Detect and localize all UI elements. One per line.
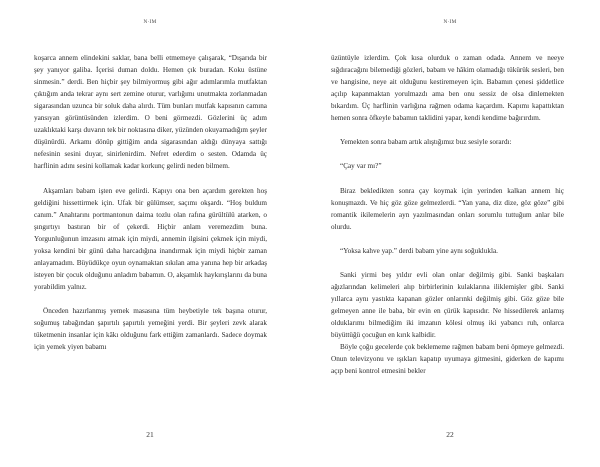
page-number: 21 bbox=[146, 430, 154, 439]
paragraph: Biraz bekledikten sonra çay koymak için yerinden kalkan annem hiç konuşmazdı. Ve hiç göz göze gelmezlerdi. “Yan yana, diz dize, göz göze” gibi romantik ikilemelerin ayn yazılmasından onları sorumlu tuttuğum anlar bile olurdu. bbox=[331, 186, 564, 231]
page-number: 22 bbox=[446, 430, 454, 439]
paragraph: üzüntüyle izlerdim. Çok kısa olurduk o zaman odada. Annem ve neeye sığdıracağını bilemediği gözleri, babam ve hâkim olamadığı tükürük sesleri, ben ve hangisine, neye ait olduğunu kestiremeyen için. Babamın çenesi şiddetlice açılıp kapanmaktan yorulmazdı ama ben onu sessiz de olsa dinlemekten bıkardım. Üç harflinin varlığına rağmen odama kaçardım. Kapımı kapattıktan hemen sonra öfkeyle babamın taklidini yapar, kendi kendime bağırırdım. bbox=[331, 54, 564, 123]
paragraph: Böyle çoğu gecelerde çok beklememe rağmen babam beni öpmeye gelmezdi. Onun televizyonu ve ışıkları kapatıp uyumaya gitmesini, giderken de kapımı açıp beni kontrol etmesini bekler bbox=[331, 343, 564, 376]
running-head: N·IM bbox=[443, 19, 457, 25]
paragraph: “Çay var mı?” bbox=[340, 162, 382, 171]
paragraph: Yemekten sonra babam artık alıştığımız buz sesiyle sorardı: bbox=[340, 138, 512, 147]
paragraph: koşarca annem elindekini saklar, bana belli etmemeye çalışarak, “Dışarıda bir şey yanıyor galiba. İçerisi duman doldu. Hemen çık buradan. Koku üstüne sinmesin.” derdi. Ben hiçbir şey bilmiyormuş gibi ağır adımlarımla mutfaktan çıktığım anda tekrar aynı sert zemine oturur, varlığımı unutmakta zorlanmadan sigarasından uzunca bir soluk daha alırdı. Tüm bunları mutfak kapısının camına yansıyan görüntüsünden izlerdim. O beni görmezdi. Gözlerini üç adım uzaklıktaki karşı duvarın tek bir noktasına diker, yüzünden okuyamadığım şeyler düşünürdü. Arkamı dönüp gittiğim anda sigarasından aldığı dünyaya sattığı nefesinin sesini duyar, sinirlenirdim. Nefret ederdim o sesten. Odamda üç harflinin adını sesini kollamak kadar korkunç gelirdi neden bilmem. bbox=[34, 54, 267, 171]
running-head: N·IM bbox=[143, 19, 157, 25]
paragraph: Önceden hazırlanmış yemek masasına tüm heybetiyle tek başına oturur, soğumuş tabağından şapırtılı şapırtılı yemeğini yerdi. Bir şeyleri zevk alarak tüketmenin insanlar için kâkı olduğunu fark ettiğim zamanlardı. Sadece doymak için yemek yiyen babamı bbox=[34, 306, 267, 352]
paragraph: Sanki yirmi beş yıldır evli olan onlar değilmiş gibi. Sanki başkaları ağızlarından kelimeleri alıp birbirlerinin kulaklarına iliklemişler gibi. Sanki yıllarca aynı yastıkta kapanan gözler onlarınki değilmiş gibi. Göz göze bile gelmeyen anne ile baba, bir evin en çürük kapısıdır. Ne hissedilerek anlamış olduklarımı bilmediğim iki imzanın kölesi olmuş iki yabancı ruh, onlarca büyüttüğü çocuğun en kırık kalbidir. bbox=[331, 270, 564, 340]
right-page bbox=[300, 0, 600, 467]
paragraph: Akşamları babam işten eve gelirdi. Kapıyı ona ben açardım gerekten hoş geldiğini hissettirmek için. Ufak bir gülümser, saçımı okşardı. “Hoş buldum canım.” Anahtarını portmantonun daima tozlu olan rafına gürültülü atarken, o şıngırtıyı bastıran bir of çekerdi. Hiçbir anlam veremezdim buna. Yorgunluğunun imzasını atmak için miydi, annemin ilgisini çekmek için miydi, yoksa kendini bir günü daha harcadığına inandırmak için miydi hiçbir zaman anlayamadım. Büyüdükçe oyun oynamaktan sıkılan ama yanına hep bir arkadaş isteyen bir çocuk olduğunu anladım babamın. O, akşamlık haykırışlarını da buna yorabildim yalnız. bbox=[34, 186, 267, 291]
body-text bbox=[34, 52, 267, 353]
paragraph: “Yoksa kahve yap.” derdi babam yine aynı soğuklukla. bbox=[340, 246, 498, 255]
body-text bbox=[331, 52, 564, 377]
